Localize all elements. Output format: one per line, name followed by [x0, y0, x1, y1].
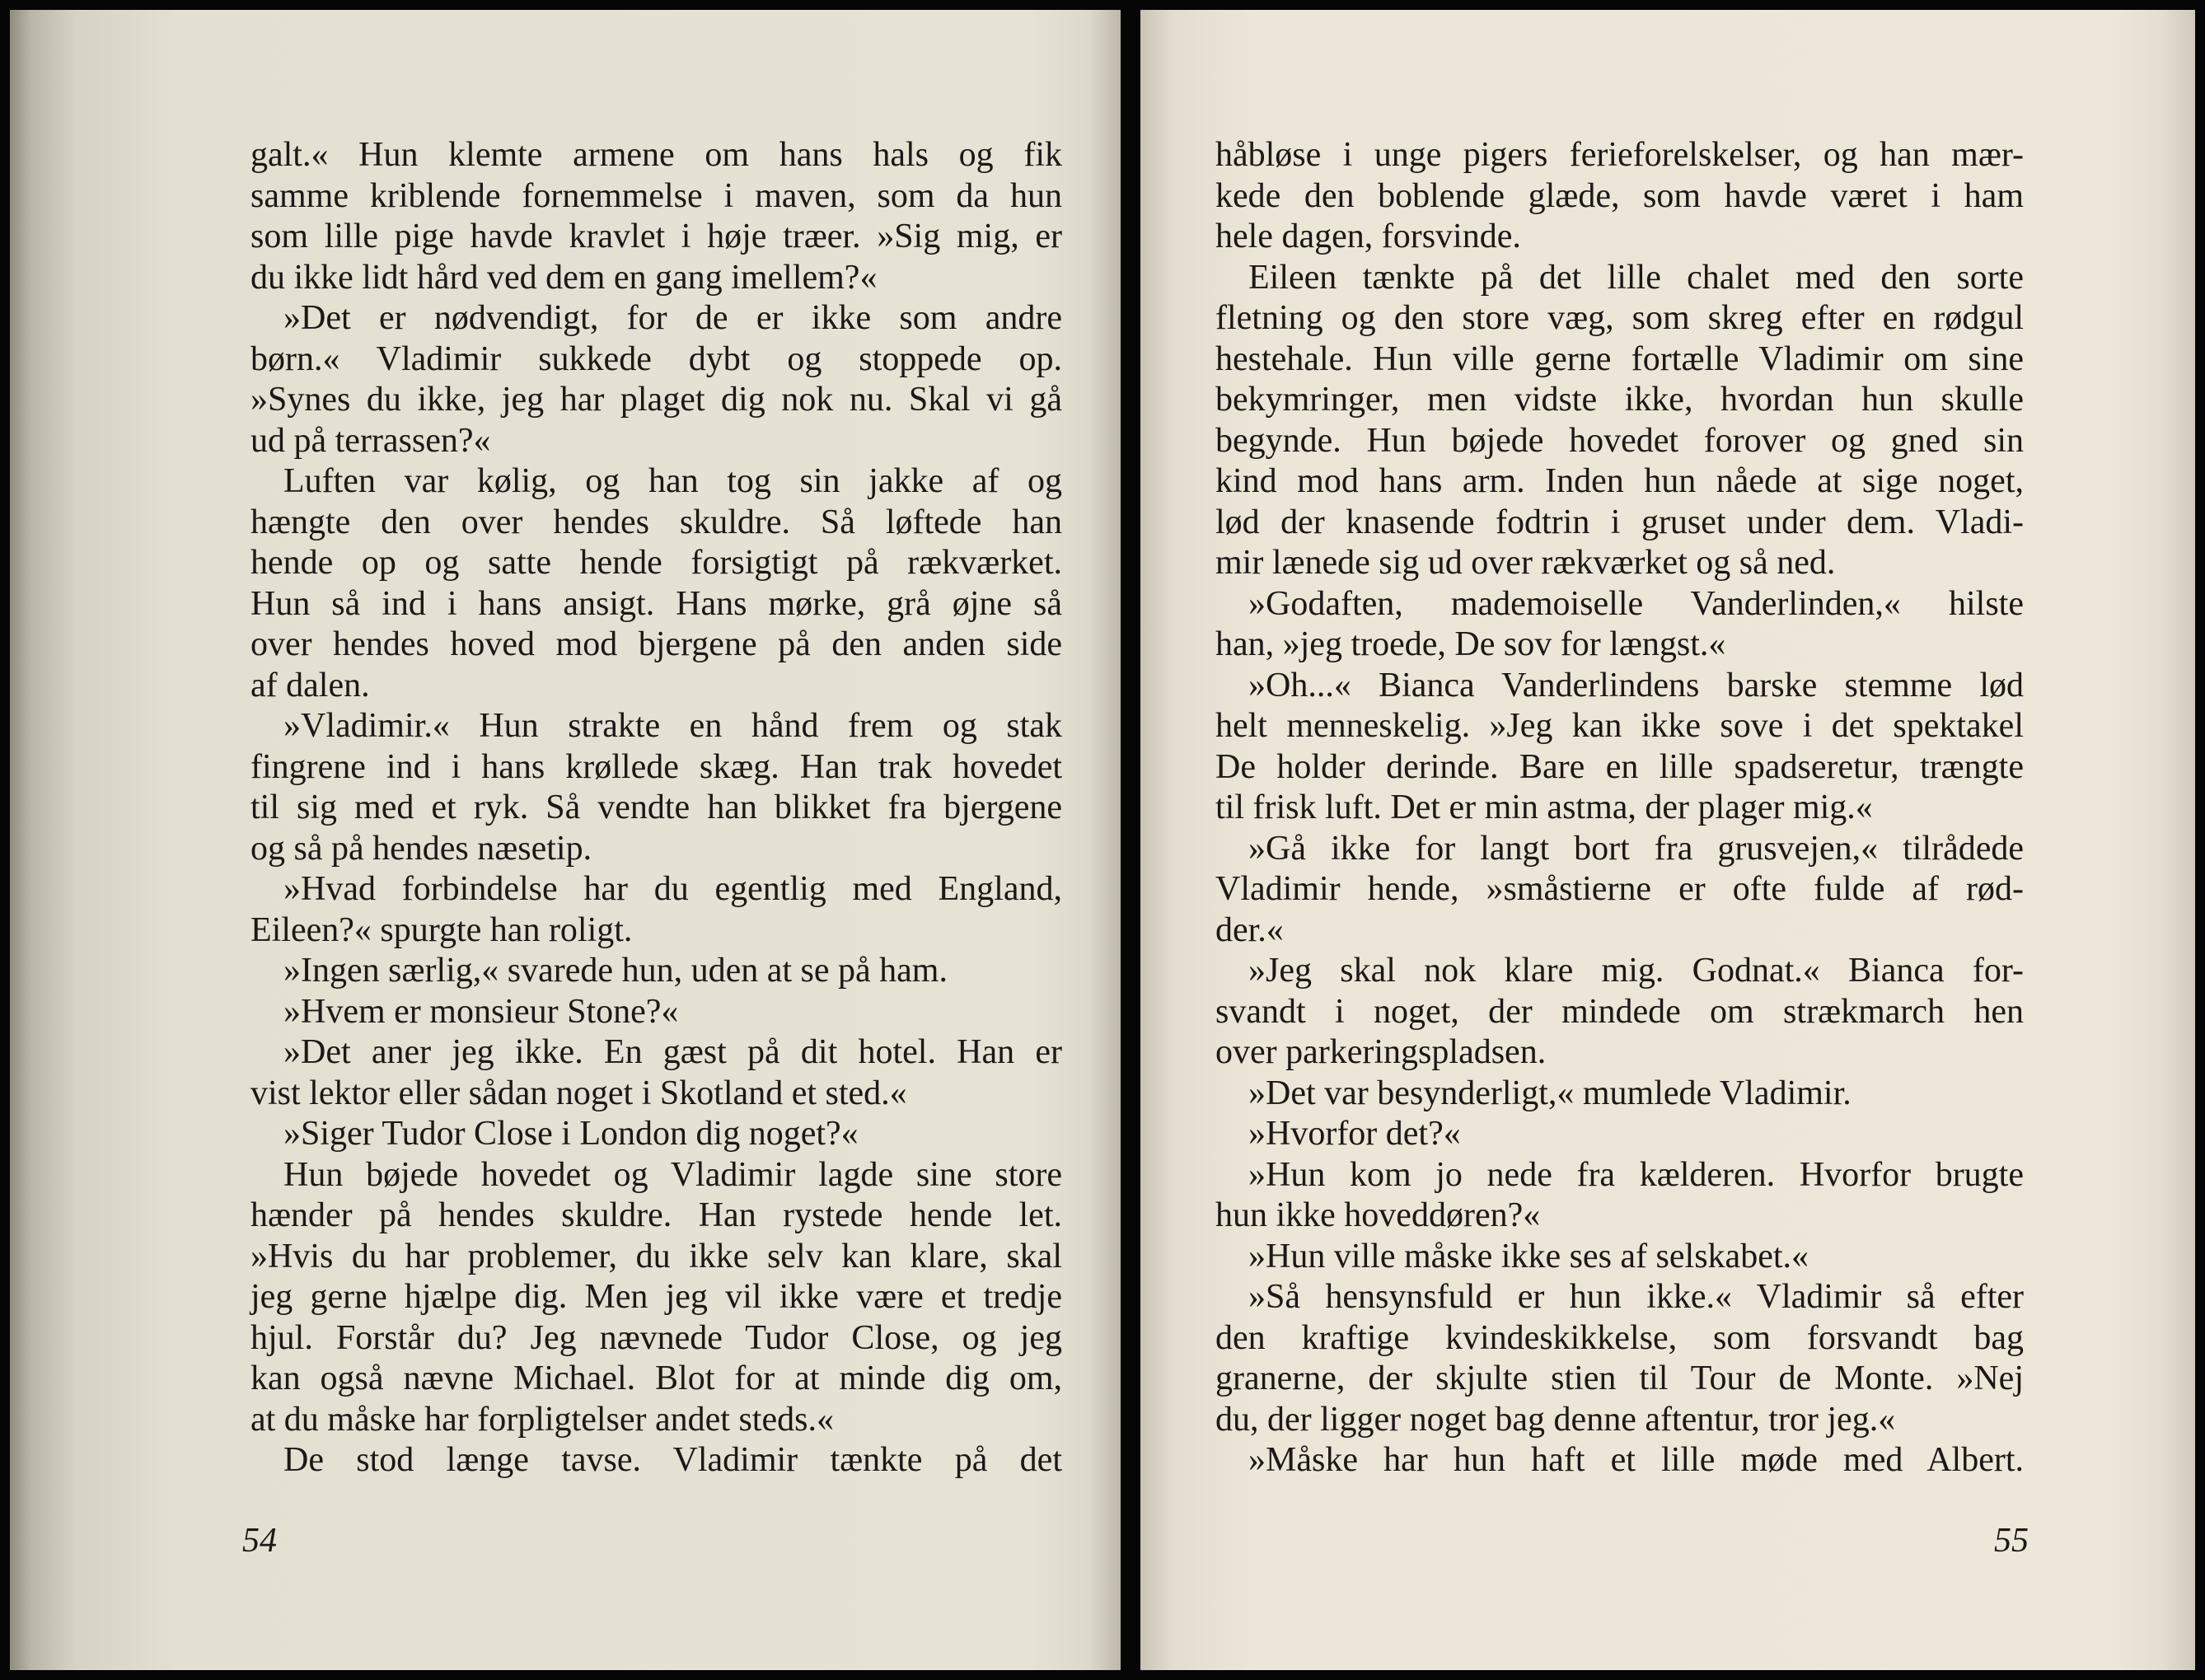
text-line: Eileen?« spurgte han roligt. [250, 910, 633, 949]
text-line: »Hvorfor det?« [1248, 1115, 1461, 1153]
text-line: »Oh...« Bianca Vanderlindens barske stemme lød [1248, 666, 2024, 704]
text-line: »Hvis du har problemer, du ikke selv kan klare, skal [250, 1237, 1062, 1275]
text-line: hende op og satte hende forsigtigt på rækværket. [250, 544, 1062, 582]
text-line: »Ingen særlig,« svarede hun, uden at se på ham. [283, 952, 948, 990]
text-line: at du måske har forpligtelser andet steds.« [250, 1400, 834, 1439]
text-line: kind mod hans arm. Inden hun nåede at sige noget, [1215, 462, 2024, 500]
text-line: over parkeringspladsen. [1215, 1033, 1547, 1071]
text-line: De holder derinde. Bare en lille spadseretur, trængte [1215, 747, 2024, 786]
text-line: hænder på hendes skuldre. Han rystede hende let. [250, 1196, 1062, 1234]
text-line: galt.« Hun klemte armene om hans hals og fik [250, 136, 1062, 174]
text-line: »Vladimir.« Hun strakte en hånd frem og stak [283, 707, 1062, 745]
text-line: Luften var kølig, og han tog sin jakke af og [283, 462, 1062, 500]
text-line: du, der ligger noget bag denne aftentur, tror jeg.« [1215, 1400, 1896, 1439]
text-line: granerne, der skjulte stien til Tour de Monte. »Nej [1215, 1359, 2024, 1397]
text-line: kede den boblende glæde, som havde været i ham [1215, 176, 2024, 215]
text-line: hele dagen, forsvinde. [1215, 218, 1521, 255]
text-line: helt menneskelig. »Jeg kan ikke sove i det spektakel [1215, 707, 2024, 745]
left-page-text [250, 135, 1062, 1481]
right-page-text [1215, 135, 2024, 1481]
text-line: hestehale. Hun ville gerne fortælle Vladimir om sine [1215, 339, 2024, 378]
left-page-number: 54 [242, 1522, 277, 1560]
text-line: bekymringer, men vidste ikke, hvordan hun skulle [1215, 381, 2024, 419]
text-line: »Hvem er monsieur Stone?« [283, 992, 679, 1031]
right-page-number: 55 [1994, 1522, 2029, 1560]
text-line: »Hun ville måske ikke ses af selskabet.« [1248, 1237, 1809, 1275]
text-line: »Siger Tudor Close i London dig noget?« [283, 1115, 859, 1153]
text-line: »Hvad forbindelse har du egentlig med England, [283, 870, 1062, 908]
text-line: hængte den over hendes skuldre. Så løftede han [250, 503, 1062, 541]
text-line: mir lænede sig ud over rækværket og så ned. [1215, 544, 1836, 582]
text-line: »Godaften, mademoiselle Vanderlinden,« hilste [1248, 584, 2024, 623]
text-line: »Jeg skal nok klare mig. Godnat.« Bianca for- [1248, 952, 2024, 990]
text-line: begynde. Hun bøjede hovedet forover og gned sin [1215, 421, 2024, 460]
text-line: til frisk luft. Det er min astma, der plager mig.« [1215, 789, 1873, 826]
text-line: »Det er nødvendigt, for de er ikke som andre [283, 299, 1062, 337]
text-line: og så på hendes næsetip. [250, 829, 592, 868]
text-line: hun ikke hoveddøren?« [1215, 1196, 1541, 1234]
text-line: børn.« Vladimir sukkede dybt og stoppede op. [250, 339, 1062, 378]
text-line: over hendes hoved mod bjergene på den anden side [250, 625, 1062, 663]
text-line: Hun bøjede hovedet og Vladimir lagde sine store [283, 1155, 1062, 1194]
text-line: hjul. Forstår du? Jeg nævnede Tudor Close, og jeg [250, 1318, 1062, 1357]
text-line: af dalen. [250, 666, 370, 704]
text-line: som lille pige havde kravlet i høje træer. »Sig mig, er [250, 218, 1062, 255]
text-line: »Det aner jeg ikke. En gæst på dit hotel. Han er [283, 1033, 1062, 1071]
text-line: lød der knasende fodtrin i gruset under dem. Vladi- [1215, 503, 2024, 541]
text-line: Hun så ind i hans ansigt. Hans mørke, grå øjne så [250, 584, 1062, 623]
text-line: »Hun kom jo nede fra kælderen. Hvorfor brugte [1248, 1155, 2024, 1194]
text-line: vist lektor eller sådan noget i Skotland et sted.« [250, 1074, 907, 1112]
text-line: til sig med et ryk. Så vendte han blikket fra bjergene [250, 789, 1062, 826]
text-line: håbløse i unge pigers ferieforelskelser, og han mær- [1215, 136, 2024, 174]
text-line: »Så hensynsfuld er hun ikke.« Vladimir så efter [1248, 1278, 2024, 1316]
text-line: fingrene ind i hans krøllede skæg. Han trak hovedet [250, 747, 1062, 786]
text-line: »Måske har hun haft et lille møde med Albert. [1248, 1441, 2024, 1479]
text-line: »Synes du ikke, jeg har plaget dig nok nu. Skal vi gå [250, 381, 1062, 419]
text-line: »Det var besynderligt,« mumlede Vladimir. [1248, 1074, 1852, 1112]
text-line: kan også nævne Michael. Blot for at minde dig om, [250, 1359, 1062, 1397]
text-line: du ikke lidt hård ved dem en gang imellem?« [250, 258, 878, 297]
text-line: der.« [1215, 910, 1284, 949]
text-line: De stod længe tavse. Vladimir tænkte på det [283, 1441, 1062, 1479]
text-line: Vladimir hende, »småstierne er ofte fulde af rød- [1215, 870, 2024, 908]
text-line: han, »jeg troede, De sov for længst.« [1215, 625, 1726, 663]
text-line: jeg gerne hjælpe dig. Men jeg vil ikke være et tredje [250, 1278, 1062, 1316]
text-line: svandt i noget, der mindede om strækmarch hen [1215, 992, 2024, 1031]
text-line: samme kriblende fornemmelse i maven, som da hun [250, 176, 1062, 215]
text-line: »Gå ikke for langt bort fra grusvejen,« tilrådede [1248, 829, 2024, 868]
right-book-page [1140, 10, 2195, 1670]
left-book-page [10, 10, 1121, 1670]
text-line: fletning og den store væg, som skreg efter en rødgul [1215, 299, 2024, 337]
text-line: Eileen tænkte på det lille chalet med den sorte [1248, 258, 2024, 297]
text-line: ud på terrassen?« [250, 421, 491, 460]
text-line: den kraftige kvindeskikkelse, som forsvandt bag [1215, 1318, 2024, 1357]
